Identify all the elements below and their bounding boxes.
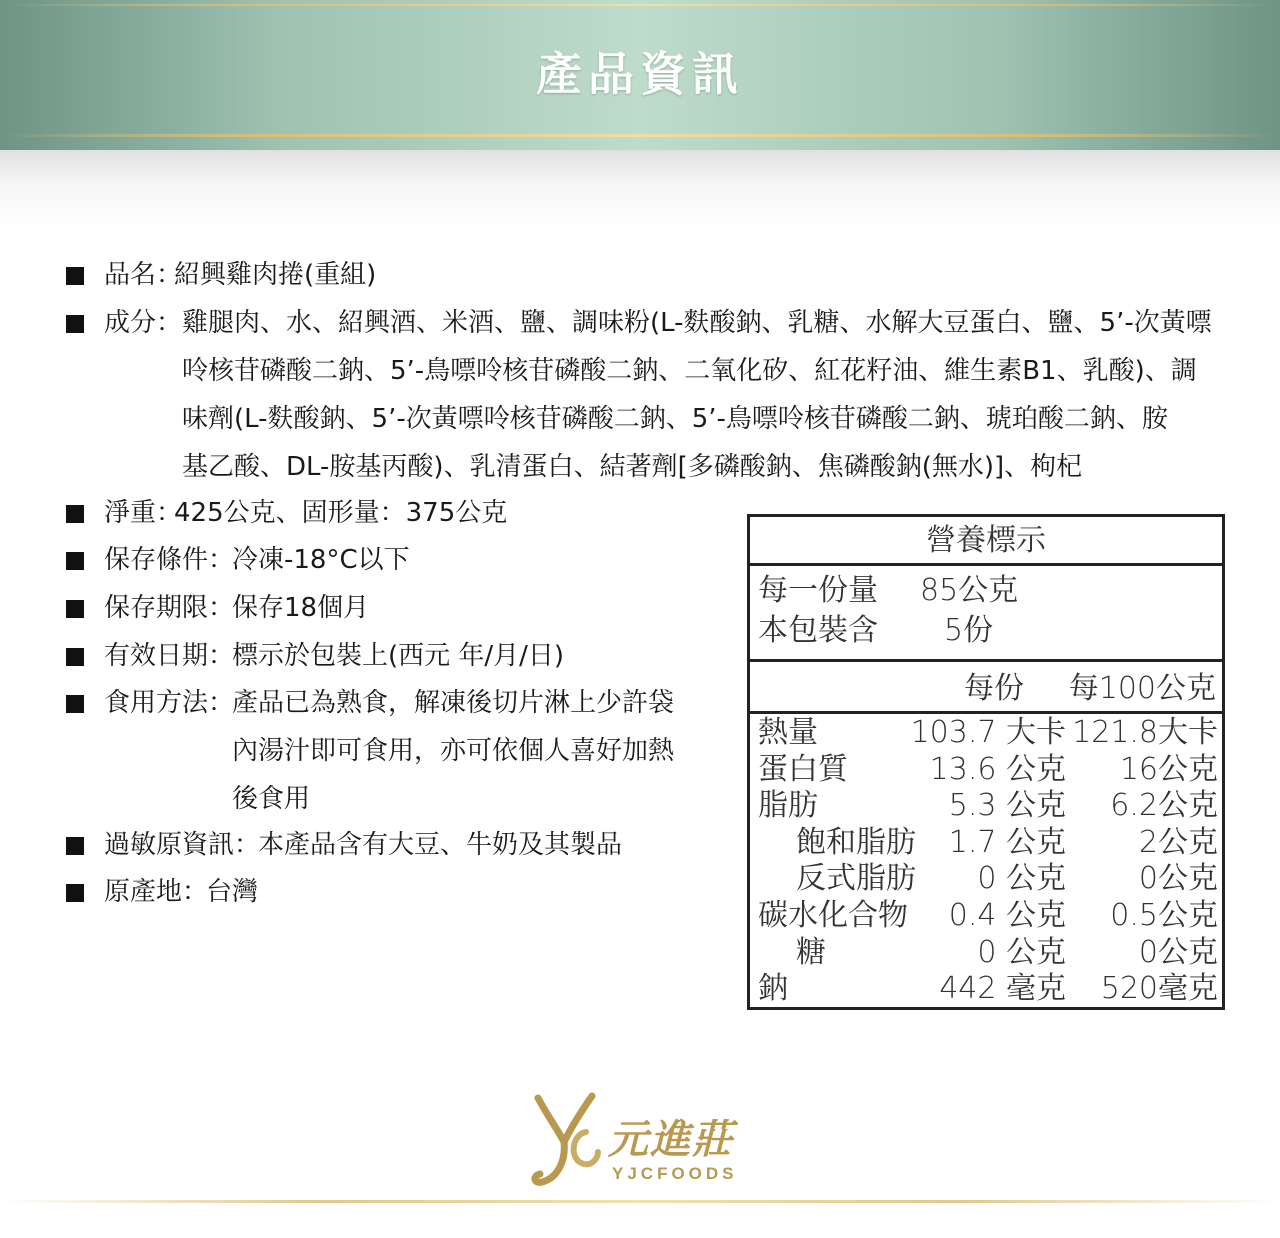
- nutrient-per-serving: 0.4 公克: [948, 898, 1066, 933]
- info-value: 本產品含有大豆、牛奶及其製品: [258, 830, 623, 860]
- col-header-per-100g: 每100公克: [1068, 671, 1216, 706]
- usage-line: 後食用: [232, 784, 311, 814]
- nutrient-name: 飽和脂肪: [796, 824, 916, 860]
- nutrient-per-100g: 520毫克: [1100, 971, 1218, 1007]
- nutrient-name: 反式脂肪: [796, 861, 916, 897]
- nutrient-per-serving: 0 公克: [977, 861, 1066, 897]
- nutrient-name: 碳水化合物: [758, 898, 908, 933]
- nutrient-per-serving: 103.7 大卡: [910, 715, 1066, 750]
- nutrition-divider: [750, 659, 1222, 662]
- nutrient-per-serving: 1.7 公克: [948, 824, 1066, 860]
- servings-label: 本包裝含: [758, 613, 878, 648]
- nutrient-name: 糖: [796, 934, 826, 970]
- nutrient-name: 熱量: [758, 715, 818, 750]
- ingredients-line: 雞腿肉、水、紹興酒、米酒、鹽、調味粉(L-麩酸鈉、乳糖、水解大豆蛋白、鹽、5’-次黃嘌: [182, 308, 1212, 338]
- info-label: 品名：: [104, 260, 183, 290]
- yjc-logo-icon: [528, 1090, 608, 1190]
- nutrient-per-serving: 13.6 公克: [929, 751, 1066, 787]
- info-label: 有效日期：: [104, 641, 235, 671]
- nutrient-per-100g: 0.5公克: [1110, 898, 1218, 933]
- bullet-icon: [66, 552, 84, 570]
- nutrition-divider: [750, 711, 1222, 714]
- banner-gold-line-top: [0, 4, 1280, 6]
- usage-line: 產品已為熟食，解凍後切片淋上少許袋: [232, 688, 675, 718]
- nutrient-per-100g: 0公克: [1138, 934, 1218, 970]
- brand-logo: [528, 1090, 758, 1190]
- nutrient-per-100g: 0公克: [1138, 861, 1218, 897]
- nutrient-per-serving: 0 公克: [977, 934, 1066, 970]
- nutrition-divider: [750, 563, 1222, 566]
- nutrient-per-100g: 6.2公克: [1110, 788, 1218, 824]
- bullet-icon: [66, 648, 84, 666]
- bullet-icon: [66, 600, 84, 618]
- info-label: 保存條件：: [104, 545, 235, 575]
- nutrient-per-serving: 442 毫克: [939, 971, 1066, 1007]
- ingredients-line: 基乙酸、DL-胺基丙酸)、乳清蛋白、結著劑[多磷酸鈉、焦磷酸鈉(無水)]、枸杞: [182, 452, 1083, 482]
- serving-size-value: 85公克: [920, 573, 1019, 608]
- info-value: 425公克、固形量：375公克: [174, 498, 508, 528]
- footer-gold-line: [0, 1200, 1280, 1203]
- nutrient-name: 鈉: [758, 971, 788, 1007]
- nutrient-per-100g: 16公克: [1119, 751, 1218, 787]
- ingredients-line: 呤核苷磷酸二鈉、5’-鳥嘌呤核苷磷酸二鈉、二氧化矽、紅花籽油、維生素B1、乳酸)、調: [182, 356, 1197, 386]
- bullet-icon: [66, 505, 84, 523]
- nutrient-per-serving: 5.3 公克: [948, 788, 1066, 824]
- header-banner: [0, 0, 1280, 150]
- bullet-icon: [66, 884, 84, 902]
- info-label: 原產地：: [104, 877, 209, 907]
- info-value: 紹興雞肉捲(重組): [174, 260, 377, 290]
- nutrition-table: [747, 514, 1225, 1010]
- banner-gold-line-bottom: [0, 134, 1280, 137]
- info-value: 冷凍-18°C以下: [232, 545, 410, 575]
- info-value: 保存18個月: [232, 593, 370, 623]
- bullet-icon: [66, 267, 84, 285]
- info-label: 過敏原資訊：: [104, 830, 261, 860]
- info-value: 台灣: [206, 877, 259, 907]
- usage-line: 內湯汁即可食用，亦可依個人喜好加熱: [232, 736, 675, 766]
- nutrient-per-100g: 2公克: [1138, 824, 1218, 860]
- info-label: 保存期限：: [104, 593, 235, 623]
- info-label: 食用方法：: [104, 688, 235, 718]
- nutrient-name: 蛋白質: [758, 751, 848, 787]
- page-title: 產品資訊: [536, 47, 744, 101]
- serving-size-label: 每一份量: [758, 573, 878, 608]
- info-label: 淨重：: [104, 498, 183, 528]
- nutrient-name: 脂肪: [758, 788, 818, 824]
- bullet-icon: [66, 695, 84, 713]
- brand-name-cn: 元進莊: [608, 1117, 734, 1163]
- nutrition-title: 營養標示: [926, 523, 1046, 558]
- bullet-icon: [66, 837, 84, 855]
- servings-value: 5份: [944, 613, 994, 648]
- info-label: 成分：: [104, 308, 183, 338]
- banner-shadow: [0, 150, 1280, 230]
- col-header-per-serving: 每份: [964, 671, 1024, 706]
- info-value: 標示於包裝上(西元 年/月/日): [232, 641, 565, 671]
- bullet-icon: [66, 315, 84, 333]
- ingredients-line: 味劑(L-麩酸鈉、5’-次黃嘌呤核苷磷酸二鈉、5’-鳥嘌呤核苷磷酸二鈉、琥珀酸二鈉、胺: [182, 404, 1168, 434]
- brand-name-en: YJCFOODS: [612, 1164, 738, 1183]
- nutrient-per-100g: 121.8大卡: [1072, 715, 1218, 750]
